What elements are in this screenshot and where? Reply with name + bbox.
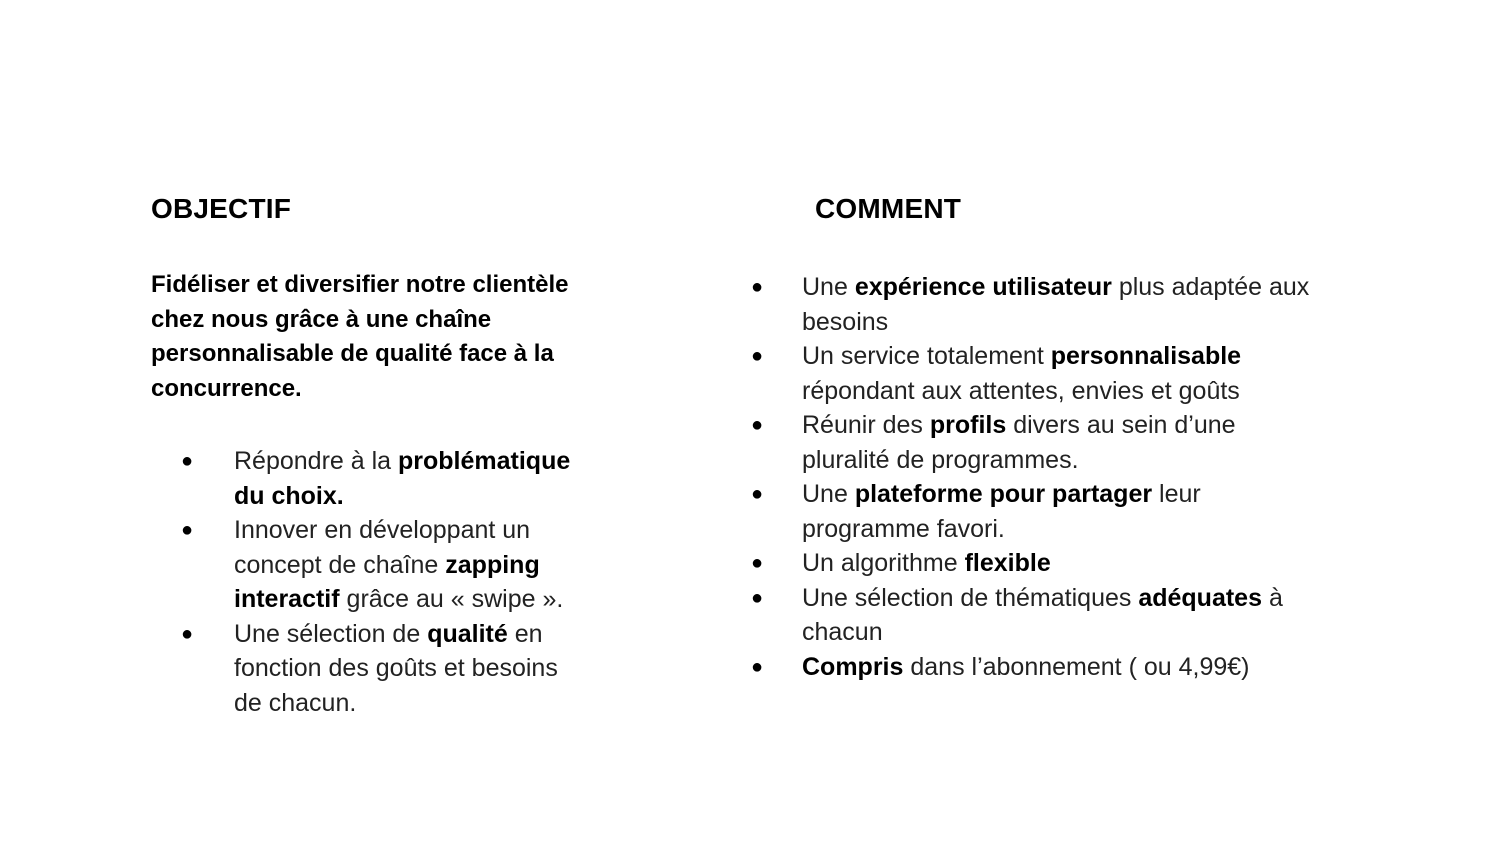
text-run: leur — [1152, 480, 1201, 508]
bold-text: flexible — [964, 549, 1051, 577]
bullet-line — [802, 339, 1462, 374]
bullet-dot-icon: ● — [751, 276, 764, 298]
bullet-line — [234, 548, 634, 583]
text-run: grâce au « swipe ». — [339, 585, 564, 613]
bold-text: zapping — [445, 550, 540, 579]
bullet-line — [234, 444, 634, 479]
text-run: Une — [802, 273, 855, 301]
bullet-item — [751, 546, 1462, 581]
text-run: pluralité de programmes. — [802, 445, 1079, 474]
text-run: Un algorithme — [802, 549, 965, 577]
text-run: Une sélection de thématiques — [802, 583, 1139, 612]
bullet-dot-icon: ● — [751, 345, 764, 367]
bullet-line — [802, 270, 1462, 305]
intro-line: chez nous grâce à une chaîne — [151, 305, 492, 333]
bullet-item — [751, 408, 1462, 477]
text-run: Réunir des — [802, 411, 930, 439]
text-run: plus adaptée aux — [1111, 273, 1310, 301]
text-run: Une sélection de — [234, 619, 428, 648]
bold-text: profils — [929, 411, 1007, 439]
bullet-dot-icon: ● — [181, 519, 194, 541]
text-run: programme favori. — [802, 514, 1005, 543]
bold-text: plateforme pour partager — [854, 480, 1153, 508]
bullet-dot-icon: ● — [751, 655, 764, 678]
objectif-bullet-list — [181, 444, 634, 720]
intro-line: Fidéliser et diversifier notre clientèle — [151, 271, 569, 298]
bullet-line — [802, 546, 1462, 581]
bullet-item — [751, 581, 1462, 650]
bullet-line — [802, 512, 1462, 547]
bullet-item — [181, 444, 634, 513]
bullet-item — [751, 270, 1462, 339]
text-run: répondant aux attentes, envies et goûts — [802, 376, 1240, 405]
bullet-line — [802, 615, 1462, 650]
bullet-dot-icon: ● — [751, 414, 764, 436]
bullet-dot-icon: ● — [181, 450, 194, 472]
text-run: en — [507, 619, 543, 648]
text-run: Une — [802, 480, 855, 508]
text-run: à — [1262, 583, 1283, 612]
bullet-line — [802, 581, 1462, 616]
bold-text: expérience utilisateur — [854, 273, 1112, 301]
bullet-line — [234, 513, 634, 548]
bullet-line — [802, 305, 1462, 340]
bold-text: interactif — [234, 585, 340, 613]
objectif-intro — [151, 268, 569, 406]
intro-line: personnalisable de qualité face à la — [151, 340, 554, 367]
bullet-item — [751, 650, 1462, 685]
text-run: concept de chaîne — [234, 550, 446, 579]
bullet-item — [181, 513, 634, 617]
bullet-item — [751, 339, 1462, 408]
bullet-item — [181, 617, 634, 721]
bullet-line — [234, 479, 634, 514]
text-run: fonction des goûts et besoins — [234, 654, 558, 682]
bullet-line — [802, 443, 1462, 478]
text-run: dans l’abonnement ( ou 4,99€) — [903, 652, 1250, 681]
bullet-line — [802, 374, 1462, 409]
comment-heading: COMMENT — [815, 193, 962, 224]
bullet-line — [234, 651, 634, 686]
comment-bullet-list — [751, 270, 1462, 684]
text-run: de chacun. — [234, 688, 357, 717]
bold-text: Compris — [802, 652, 904, 681]
bullet-dot-icon: ● — [751, 552, 764, 574]
bullet-line — [234, 582, 634, 617]
text-run: divers au sein d’une — [1006, 411, 1236, 439]
bullet-dot-icon: ● — [751, 586, 764, 609]
bold-text: personnalisable — [1050, 342, 1242, 370]
intro-line: concurrence. — [151, 374, 302, 402]
text-run: Un service totalement — [802, 342, 1051, 370]
bullet-line — [802, 408, 1462, 443]
bold-text: adéquates — [1138, 583, 1262, 612]
objectif-heading: OBJECTIF — [151, 193, 292, 224]
bullet-line — [802, 650, 1462, 685]
bold-text: du choix. — [234, 481, 344, 510]
bold-text: qualité — [427, 619, 508, 648]
text-run: Répondre à la — [234, 447, 399, 475]
text-run: Innover en développant un — [234, 516, 531, 544]
bullet-dot-icon: ● — [751, 483, 764, 505]
bullet-line — [234, 617, 634, 652]
bold-text: problématique — [398, 447, 571, 475]
text-run: besoins — [802, 307, 889, 336]
bullet-item — [751, 477, 1462, 546]
text-run: chacun — [802, 618, 883, 646]
bullet-line — [802, 477, 1462, 512]
bullet-dot-icon: ● — [181, 622, 194, 645]
bullet-line — [234, 686, 634, 721]
